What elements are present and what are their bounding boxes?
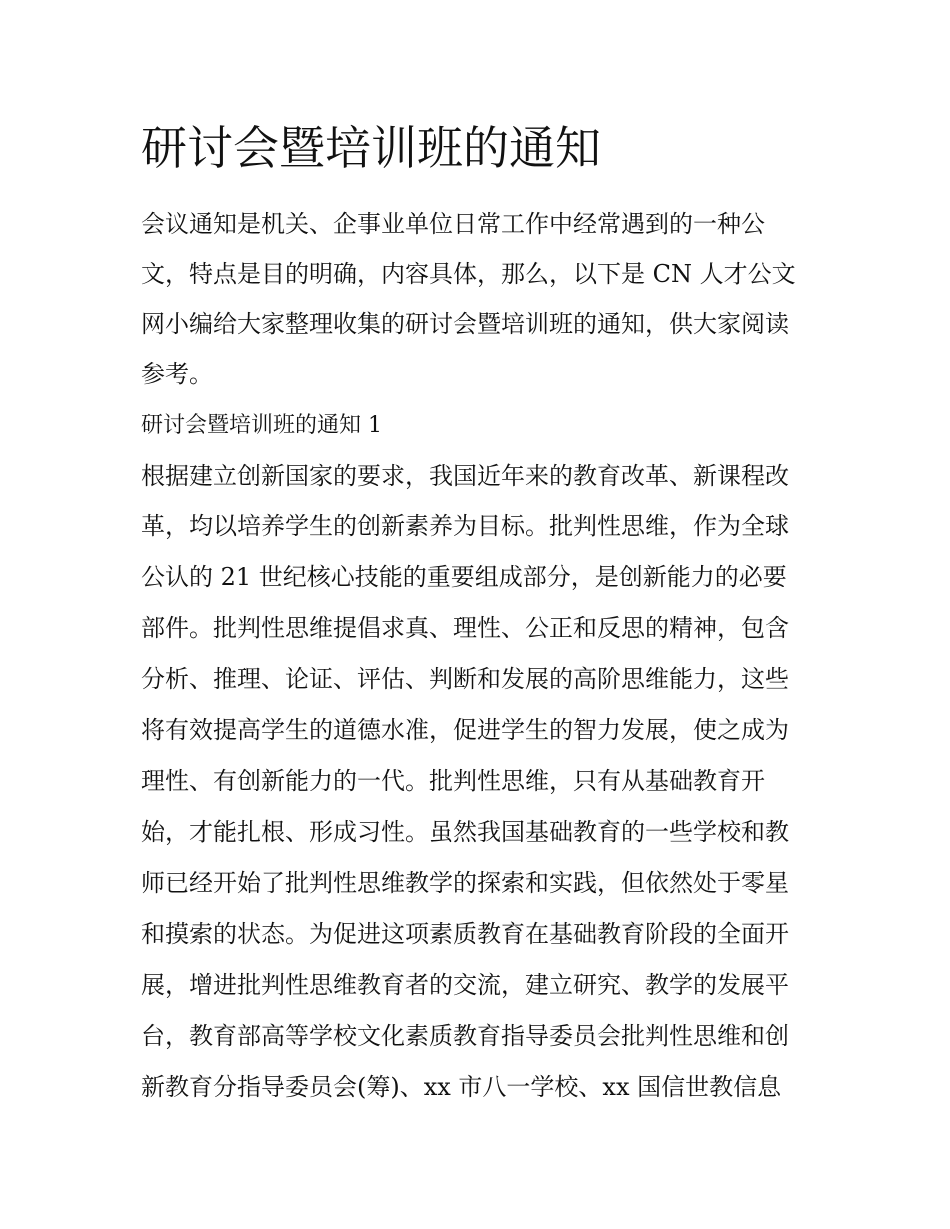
intro-line: 文，特点是目的明确，内容具体，那么，以下是 CN 人才公文	[141, 260, 796, 288]
body-line: 理性、有创新能力的一代。批判性思维，只有从基础教育开	[141, 767, 765, 795]
intro-line: 网小编给大家整理收集的研讨会暨培训班的通知，供大家阅读	[141, 310, 789, 338]
body-line: 革，均以培养学生的创新素养为目标。批判性思维，作为全球	[141, 512, 789, 540]
section-heading: 研讨会暨培训班的通知 1	[141, 413, 382, 438]
body-line: 公认的 21 世纪核心技能的重要组成部分，是创新能力的必要	[141, 563, 787, 591]
body-line: 新教育分指导委员会(筹)、xx 市八一学校、xx 国信世教信息	[141, 1073, 782, 1101]
body-line: 和摸索的状态。为促进这项素质教育在基础教育阶段的全面开	[141, 920, 789, 948]
body-line: 部件。批判性思维提倡求真、理性、公正和反思的精神，包含	[141, 614, 789, 642]
body-line: 根据建立创新国家的要求，我国近年来的教育改革、新课程改	[141, 462, 789, 490]
body-line: 始，才能扎根、形成习性。虽然我国基础教育的一些学校和教	[141, 818, 789, 846]
body-line: 台，教育部高等学校文化素质教育指导委员会批判性思维和创	[141, 1022, 789, 1050]
body-line: 将有效提高学生的道德水准，促进学生的智力发展，使之成为	[141, 716, 789, 744]
intro-line: 参考。	[141, 360, 213, 388]
body-line: 师已经开始了批判性思维教学的探索和实践，但依然处于零星	[141, 869, 789, 897]
body-line: 分析、推理、论证、评估、判断和发展的高阶思维能力，这些	[141, 665, 789, 693]
intro-line: 会议通知是机关、企事业单位日常工作中经常遇到的一种公	[141, 210, 765, 238]
body-line: 展，增进批判性思维教育者的交流，建立研究、教学的发展平	[141, 971, 789, 999]
document-title: 研讨会暨培训班的通知	[141, 121, 601, 175]
